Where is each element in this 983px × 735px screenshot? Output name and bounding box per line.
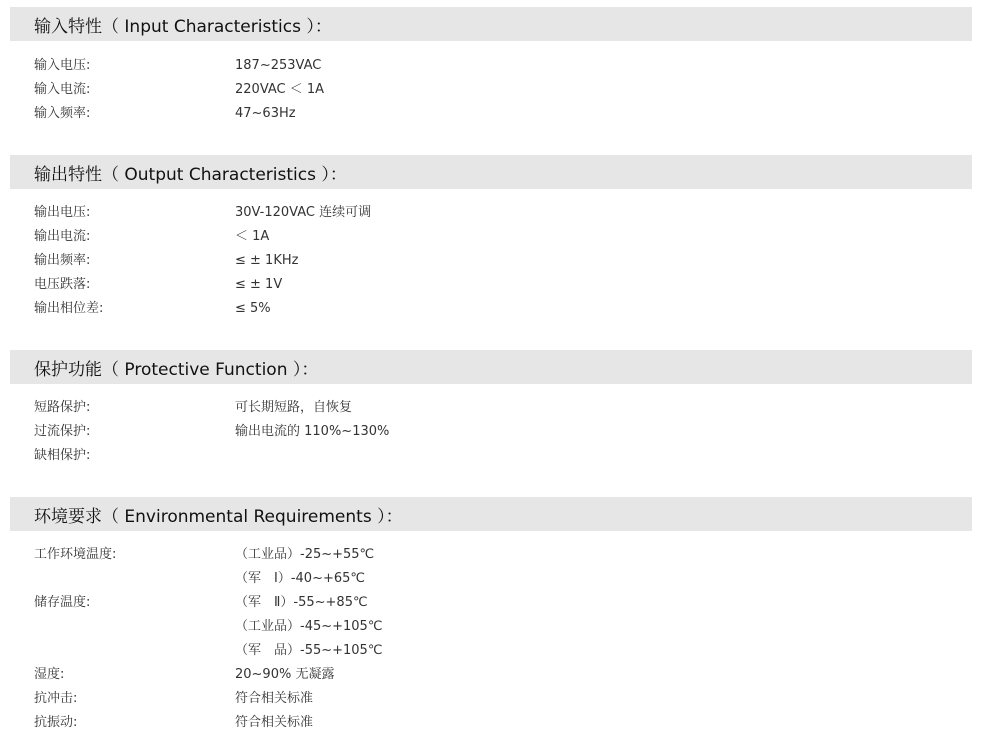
section-title: 输出特性（ Output Characteristics ）： bbox=[34, 164, 347, 185]
spec-value: 187~253VAC bbox=[235, 58, 322, 73]
section-title: 输入特性（ Input Characteristics ）： bbox=[34, 16, 332, 37]
spec-value: ≤ ± 1KHz bbox=[235, 253, 299, 268]
section-title: 环境要求（ Environmental Requirements ）： bbox=[34, 506, 403, 527]
section-header-output bbox=[10, 155, 972, 189]
spec-label: 抗振动: bbox=[34, 715, 78, 730]
spec-value: 220VAC ＜ 1A bbox=[235, 82, 325, 97]
spec-value: （工业品）-25~+55℃ bbox=[235, 547, 375, 562]
spec-label: 湿度: bbox=[34, 667, 65, 682]
spec-value: ＜ 1A bbox=[235, 229, 270, 244]
spec-label: 电压跌落: bbox=[34, 277, 91, 292]
spec-value: （军 品）-55~+105℃ bbox=[235, 643, 383, 658]
spec-value: （军 Ⅰ）-40~+65℃ bbox=[235, 571, 365, 586]
spec-label: 工作环境温度: bbox=[34, 547, 117, 562]
spec-label: 抗冲击: bbox=[34, 691, 78, 706]
spec-label: 短路保护: bbox=[34, 400, 91, 415]
spec-label: 缺相保护: bbox=[34, 448, 91, 463]
spec-label: 储存温度: bbox=[34, 595, 91, 610]
spec-label: 输出相位差: bbox=[34, 301, 104, 316]
spec-value: ≤ 5% bbox=[235, 301, 271, 316]
section-header-environmental bbox=[10, 497, 972, 531]
spec-value: 30V-120VAC 连续可调 bbox=[235, 205, 372, 220]
spec-label: 输出电压: bbox=[34, 205, 91, 220]
spec-label: 输入电压: bbox=[34, 58, 91, 73]
section-title: 保护功能（ Protective Function ）： bbox=[34, 359, 319, 380]
spec-value: 47~63Hz bbox=[235, 106, 296, 121]
spec-label: 输出电流: bbox=[34, 229, 91, 244]
spec-label: 输出频率: bbox=[34, 253, 91, 268]
section-header-input bbox=[10, 7, 972, 41]
section-header-protective bbox=[10, 350, 972, 384]
spec-value: 20~90% 无凝露 bbox=[235, 667, 335, 682]
spec-value: （工业品）-45~+105℃ bbox=[235, 619, 383, 634]
spec-value: 符合相关标准 bbox=[235, 691, 314, 706]
spec-label: 输入频率: bbox=[34, 106, 91, 121]
spec-value: （军 Ⅱ）-55~+85℃ bbox=[235, 595, 368, 610]
spec-value: 输出电流的 110%~130% bbox=[235, 424, 390, 439]
spec-value: 可长期短路，自恢复 bbox=[235, 400, 353, 415]
spec-value: 符合相关标准 bbox=[235, 715, 314, 730]
spec-label: 过流保护: bbox=[34, 424, 91, 439]
spec-label: 输入电流: bbox=[34, 82, 91, 97]
spec-value: ≤ ± 1V bbox=[235, 277, 283, 292]
